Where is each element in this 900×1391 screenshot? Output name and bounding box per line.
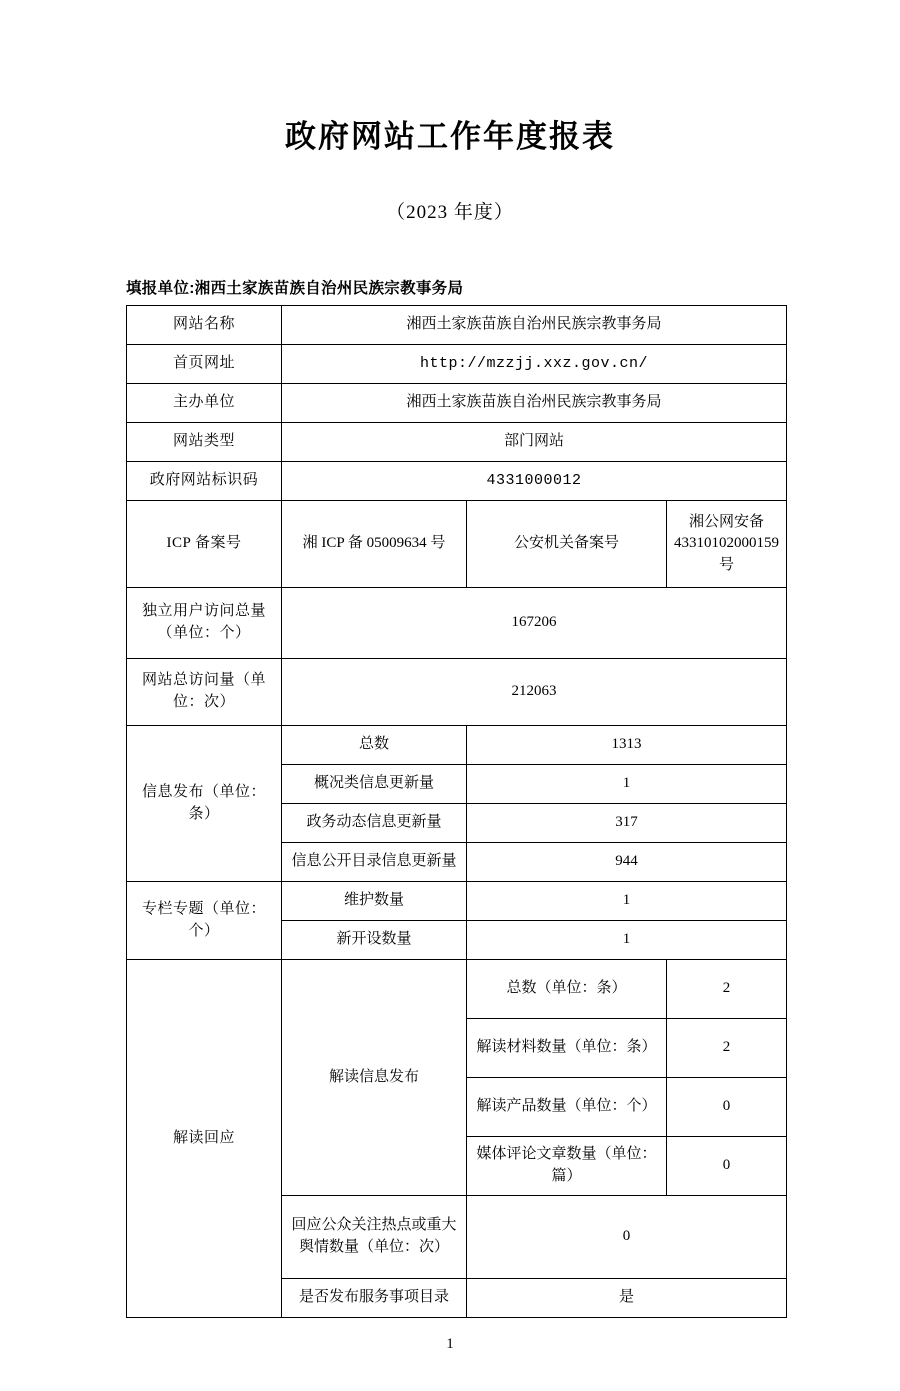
media-comment-label: 媒体评论文章数量（单位：篇） <box>467 1137 667 1196</box>
site-name-label: 网站名称 <box>127 306 282 345</box>
unique-visitors-label: 独立用户访问总量（单位：个） <box>127 588 282 659</box>
public-response-value: 0 <box>467 1196 787 1279</box>
table-row <box>127 659 787 726</box>
site-type-label: 网站类型 <box>127 423 282 462</box>
icp-value: 湘 ICP 备 05009634 号 <box>282 501 467 588</box>
police-record-label: 公安机关备案号 <box>467 501 667 588</box>
icp-label: ICP 备案号 <box>127 501 282 588</box>
interpretation-label: 解读回应 <box>127 960 282 1318</box>
info-total-label: 总数 <box>282 726 467 765</box>
interp-material-label: 解读材料数量（单位：条） <box>467 1019 667 1078</box>
table-row <box>127 588 787 659</box>
total-visits-value: 212063 <box>282 659 787 726</box>
table-row <box>127 345 787 384</box>
service-catalog-value: 是 <box>467 1279 787 1318</box>
public-response-label: 回应公众关注热点或重大舆情数量（单位：次） <box>282 1196 467 1279</box>
interp-product-value: 0 <box>667 1078 787 1137</box>
maintain-count-value: 1 <box>467 882 787 921</box>
page-title: 政府网站工作年度报表 <box>285 119 615 154</box>
unique-visitors-value: 167206 <box>282 588 787 659</box>
overview-update-value: 1 <box>467 765 787 804</box>
interp-total-label: 总数（单位：条） <box>467 960 667 1019</box>
disclosure-update-value: 944 <box>467 843 787 882</box>
special-column-label: 专栏专题（单位：个） <box>127 882 282 960</box>
table-row <box>127 882 787 921</box>
homepage-value: http://mzzjj.xxz.gov.cn/ <box>282 345 787 384</box>
table-row <box>127 423 787 462</box>
sponsor-label: 主办单位 <box>127 384 282 423</box>
interpretation-publish-label: 解读信息发布 <box>282 960 467 1196</box>
table-row <box>127 306 787 345</box>
homepage-label: 首页网址 <box>127 345 282 384</box>
table-row <box>127 462 787 501</box>
table-row <box>127 501 787 588</box>
new-count-value: 1 <box>467 921 787 960</box>
filer-unit-line: 填报单位:湘西土家族苗族自治州民族宗教事务局 <box>126 280 464 298</box>
table-row <box>127 960 787 1019</box>
disclosure-update-label: 信息公开目录信息更新量 <box>282 843 467 882</box>
site-code-label: 政府网站标识码 <box>127 462 282 501</box>
affairs-update-value: 317 <box>467 804 787 843</box>
table-row <box>127 384 787 423</box>
service-catalog-label: 是否发布服务事项目录 <box>282 1279 467 1318</box>
table-row <box>127 726 787 765</box>
interp-material-value: 2 <box>667 1019 787 1078</box>
affairs-update-label: 政务动态信息更新量 <box>282 804 467 843</box>
maintain-count-label: 维护数量 <box>282 882 467 921</box>
annual-report-table <box>126 305 787 1318</box>
page-subtitle: （2023 年度） <box>386 202 514 224</box>
document-page <box>0 118 900 1391</box>
sponsor-value: 湘西土家族苗族自治州民族宗教事务局 <box>282 384 787 423</box>
site-name-value: 湘西土家族苗族自治州民族宗教事务局 <box>282 306 787 345</box>
site-code-value: 4331000012 <box>282 462 787 501</box>
site-type-value: 部门网站 <box>282 423 787 462</box>
police-record-value: 湘公网安备 43310102000159 号 <box>667 501 787 588</box>
media-comment-value: 0 <box>667 1137 787 1196</box>
new-count-label: 新开设数量 <box>282 921 467 960</box>
total-visits-label: 网站总访问量（单位：次） <box>127 659 282 726</box>
page-number: 1 <box>446 1336 454 1352</box>
interp-total-value: 2 <box>667 960 787 1019</box>
info-publish-label: 信息发布（单位：条） <box>127 726 282 882</box>
overview-update-label: 概况类信息更新量 <box>282 765 467 804</box>
interp-product-label: 解读产品数量（单位：个） <box>467 1078 667 1137</box>
info-total-value: 1313 <box>467 726 787 765</box>
